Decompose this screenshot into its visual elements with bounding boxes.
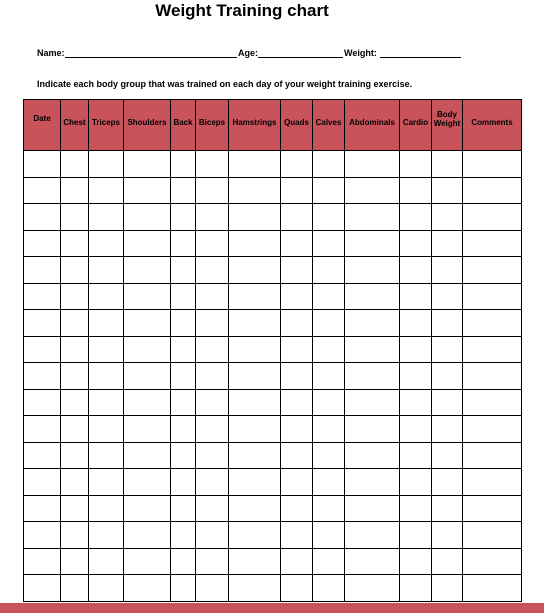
table-cell-cardio[interactable] <box>400 442 432 469</box>
table-cell-cardio[interactable] <box>400 522 432 549</box>
table-cell-cardio[interactable] <box>400 283 432 310</box>
table-cell-shoulders[interactable] <box>124 469 171 496</box>
table-cell-triceps[interactable] <box>89 230 124 257</box>
table-cell-quads[interactable] <box>281 336 313 363</box>
table-cell-shoulders[interactable] <box>124 389 171 416</box>
table-cell-body-weight[interactable] <box>432 363 463 390</box>
table-cell-quads[interactable] <box>281 389 313 416</box>
table-cell-triceps[interactable] <box>89 548 124 575</box>
table-cell-date[interactable] <box>24 204 61 231</box>
table-row <box>24 336 522 363</box>
table-cell-biceps[interactable] <box>196 177 229 204</box>
table-cell-comments[interactable] <box>463 310 522 337</box>
table-cell-cardio[interactable] <box>400 151 432 178</box>
page-title: Weight Training chart <box>155 1 329 20</box>
table-cell-triceps[interactable] <box>89 416 124 443</box>
table-cell-cardio[interactable] <box>400 177 432 204</box>
table-cell-comments[interactable] <box>463 548 522 575</box>
table-cell-quads[interactable] <box>281 575 313 602</box>
table-cell-shoulders[interactable] <box>124 522 171 549</box>
table-cell-date[interactable] <box>24 469 61 496</box>
table-cell-body-weight[interactable] <box>432 575 463 602</box>
table-cell-calves[interactable] <box>313 363 345 390</box>
table-cell-date[interactable] <box>24 522 61 549</box>
table-cell-back[interactable] <box>171 283 196 310</box>
table-cell-biceps[interactable] <box>196 204 229 231</box>
table-cell-abdominals[interactable] <box>345 177 400 204</box>
table-cell-shoulders[interactable] <box>124 204 171 231</box>
table-cell-hamstrings[interactable] <box>229 177 281 204</box>
table-cell-shoulders[interactable] <box>124 310 171 337</box>
table-row <box>24 177 522 204</box>
table-header-row <box>24 100 522 151</box>
table-cell-chest[interactable] <box>61 548 89 575</box>
table-cell-shoulders[interactable] <box>124 442 171 469</box>
table-cell-abdominals[interactable] <box>345 469 400 496</box>
table-cell-body-weight[interactable] <box>432 336 463 363</box>
table-cell-body-weight[interactable] <box>432 495 463 522</box>
table-cell-hamstrings[interactable] <box>229 389 281 416</box>
table-cell-date[interactable] <box>24 442 61 469</box>
table-cell-abdominals[interactable] <box>345 257 400 284</box>
table-cell-chest[interactable] <box>61 575 89 602</box>
column-header-biceps: Biceps <box>196 100 229 151</box>
age-label: Age: <box>238 48 258 58</box>
table-cell-comments[interactable] <box>463 230 522 257</box>
column-header-triceps: Triceps <box>89 100 124 151</box>
training-table <box>23 99 522 602</box>
table-cell-calves[interactable] <box>313 204 345 231</box>
table-cell-date[interactable] <box>24 389 61 416</box>
table-cell-chest[interactable] <box>61 283 89 310</box>
table-cell-chest[interactable] <box>61 389 89 416</box>
table-cell-abdominals[interactable] <box>345 495 400 522</box>
table-cell-cardio[interactable] <box>400 575 432 602</box>
table-cell-abdominals[interactable] <box>345 204 400 231</box>
weight-label: Weight: <box>344 48 377 58</box>
column-header-comments: Comments <box>463 100 522 151</box>
table-cell-hamstrings[interactable] <box>229 575 281 602</box>
table-cell-biceps[interactable] <box>196 416 229 443</box>
table-cell-triceps[interactable] <box>89 442 124 469</box>
table-cell-chest[interactable] <box>61 522 89 549</box>
table-cell-comments[interactable] <box>463 469 522 496</box>
table-cell-quads[interactable] <box>281 177 313 204</box>
table-cell-date[interactable] <box>24 177 61 204</box>
table-cell-back[interactable] <box>171 416 196 443</box>
table-cell-comments[interactable] <box>463 416 522 443</box>
table-cell-back[interactable] <box>171 310 196 337</box>
table-cell-triceps[interactable] <box>89 495 124 522</box>
table-cell-cardio[interactable] <box>400 336 432 363</box>
table-cell-biceps[interactable] <box>196 442 229 469</box>
table-row <box>24 575 522 602</box>
table-cell-shoulders[interactable] <box>124 257 171 284</box>
table-cell-biceps[interactable] <box>196 495 229 522</box>
column-header-date: Date <box>24 100 61 151</box>
table-cell-calves[interactable] <box>313 257 345 284</box>
table-cell-cardio[interactable] <box>400 548 432 575</box>
table-cell-calves[interactable] <box>313 151 345 178</box>
table-cell-quads[interactable] <box>281 495 313 522</box>
table-cell-chest[interactable] <box>61 257 89 284</box>
table-cell-triceps[interactable] <box>89 363 124 390</box>
column-header-cardio: Cardio <box>400 100 432 151</box>
table-row <box>24 416 522 443</box>
table-cell-comments[interactable] <box>463 442 522 469</box>
table-cell-date[interactable] <box>24 283 61 310</box>
table-cell-calves[interactable] <box>313 389 345 416</box>
table-cell-triceps[interactable] <box>89 310 124 337</box>
table-cell-shoulders[interactable] <box>124 151 171 178</box>
table-row <box>24 495 522 522</box>
table-cell-cardio[interactable] <box>400 389 432 416</box>
table-cell-back[interactable] <box>171 442 196 469</box>
table-cell-quads[interactable] <box>281 416 313 443</box>
table-cell-comments[interactable] <box>463 283 522 310</box>
table-cell-abdominals[interactable] <box>345 363 400 390</box>
table-cell-abdominals[interactable] <box>345 151 400 178</box>
table-cell-comments[interactable] <box>463 522 522 549</box>
table-cell-date[interactable] <box>24 363 61 390</box>
table-cell-biceps[interactable] <box>196 310 229 337</box>
table-cell-hamstrings[interactable] <box>229 283 281 310</box>
table-cell-abdominals[interactable] <box>345 548 400 575</box>
table-cell-biceps[interactable] <box>196 230 229 257</box>
table-cell-date[interactable] <box>24 230 61 257</box>
name-label: Name: <box>37 48 65 58</box>
table-cell-chest[interactable] <box>61 416 89 443</box>
table-cell-abdominals[interactable] <box>345 389 400 416</box>
table-row <box>24 389 522 416</box>
table-cell-shoulders[interactable] <box>124 548 171 575</box>
table-cell-body-weight[interactable] <box>432 151 463 178</box>
table-cell-back[interactable] <box>171 204 196 231</box>
table-cell-abdominals[interactable] <box>345 416 400 443</box>
table-cell-body-weight[interactable] <box>432 442 463 469</box>
table-cell-date[interactable] <box>24 495 61 522</box>
table-cell-comments[interactable] <box>463 177 522 204</box>
table-cell-comments[interactable] <box>463 495 522 522</box>
table-cell-shoulders[interactable] <box>124 363 171 390</box>
table-row <box>24 151 522 178</box>
table-row <box>24 204 522 231</box>
table-cell-date[interactable] <box>24 310 61 337</box>
table-cell-triceps[interactable] <box>89 336 124 363</box>
table-cell-hamstrings[interactable] <box>229 257 281 284</box>
table-cell-cardio[interactable] <box>400 230 432 257</box>
table-cell-body-weight[interactable] <box>432 230 463 257</box>
table-cell-hamstrings[interactable] <box>229 442 281 469</box>
table-cell-body-weight[interactable] <box>432 204 463 231</box>
table-body <box>24 151 522 602</box>
table-cell-cardio[interactable] <box>400 416 432 443</box>
table-cell-calves[interactable] <box>313 177 345 204</box>
table-cell-hamstrings[interactable] <box>229 495 281 522</box>
table-cell-back[interactable] <box>171 522 196 549</box>
table-cell-hamstrings[interactable] <box>229 548 281 575</box>
table-cell-hamstrings[interactable] <box>229 363 281 390</box>
table-cell-biceps[interactable] <box>196 257 229 284</box>
table-cell-date[interactable] <box>24 336 61 363</box>
footer-bar <box>0 603 544 613</box>
table-cell-calves[interactable] <box>313 336 345 363</box>
table-cell-calves[interactable] <box>313 416 345 443</box>
name-field[interactable] <box>65 57 237 58</box>
table-cell-triceps[interactable] <box>89 389 124 416</box>
table-cell-body-weight[interactable] <box>432 548 463 575</box>
table-cell-triceps[interactable] <box>89 469 124 496</box>
table-cell-back[interactable] <box>171 495 196 522</box>
table-cell-body-weight[interactable] <box>432 389 463 416</box>
table-cell-back[interactable] <box>171 257 196 284</box>
column-header-hamstrings: Hamstrings <box>229 100 281 151</box>
table-cell-triceps[interactable] <box>89 575 124 602</box>
table-cell-date[interactable] <box>24 548 61 575</box>
table-cell-triceps[interactable] <box>89 283 124 310</box>
table-cell-back[interactable] <box>171 548 196 575</box>
table-cell-triceps[interactable] <box>89 522 124 549</box>
table-cell-quads[interactable] <box>281 310 313 337</box>
table-row <box>24 522 522 549</box>
table-cell-chest[interactable] <box>61 204 89 231</box>
column-header-body-weight: Body Weight <box>432 100 463 151</box>
table-cell-hamstrings[interactable] <box>229 416 281 443</box>
table-cell-hamstrings[interactable] <box>229 522 281 549</box>
table-cell-cardio[interactable] <box>400 257 432 284</box>
table-cell-body-weight[interactable] <box>432 177 463 204</box>
table-cell-calves[interactable] <box>313 283 345 310</box>
table-cell-comments[interactable] <box>463 363 522 390</box>
table-row <box>24 283 522 310</box>
table-cell-body-weight[interactable] <box>432 257 463 284</box>
table-cell-quads[interactable] <box>281 230 313 257</box>
table-cell-date[interactable] <box>24 257 61 284</box>
age-field[interactable] <box>258 57 343 58</box>
table-cell-calves[interactable] <box>313 442 345 469</box>
table-row <box>24 230 522 257</box>
table-cell-biceps[interactable] <box>196 151 229 178</box>
table-cell-calves[interactable] <box>313 522 345 549</box>
table-cell-date[interactable] <box>24 416 61 443</box>
column-header-calves: Calves <box>313 100 345 151</box>
column-header-abdominals: Abdominals <box>345 100 400 151</box>
table-cell-hamstrings[interactable] <box>229 310 281 337</box>
table-cell-biceps[interactable] <box>196 469 229 496</box>
table-cell-body-weight[interactable] <box>432 416 463 443</box>
table-cell-abdominals[interactable] <box>345 442 400 469</box>
table-cell-shoulders[interactable] <box>124 336 171 363</box>
table-cell-biceps[interactable] <box>196 548 229 575</box>
table-cell-comments[interactable] <box>463 204 522 231</box>
table-cell-chest[interactable] <box>61 310 89 337</box>
table-cell-back[interactable] <box>171 389 196 416</box>
table-cell-calves[interactable] <box>313 310 345 337</box>
table-cell-chest[interactable] <box>61 151 89 178</box>
table-cell-quads[interactable] <box>281 257 313 284</box>
table-cell-abdominals[interactable] <box>345 283 400 310</box>
instructions-text: Indicate each body group that was trained on each day of your weight training exercise. <box>37 79 413 89</box>
table-cell-quads[interactable] <box>281 283 313 310</box>
table-cell-hamstrings[interactable] <box>229 204 281 231</box>
table-cell-back[interactable] <box>171 177 196 204</box>
table-cell-chest[interactable] <box>61 336 89 363</box>
table-cell-quads[interactable] <box>281 469 313 496</box>
table-cell-triceps[interactable] <box>89 151 124 178</box>
table-cell-hamstrings[interactable] <box>229 469 281 496</box>
table-cell-back[interactable] <box>171 151 196 178</box>
table-cell-comments[interactable] <box>463 257 522 284</box>
table-cell-biceps[interactable] <box>196 363 229 390</box>
table-cell-quads[interactable] <box>281 363 313 390</box>
table-cell-hamstrings[interactable] <box>229 151 281 178</box>
column-header-chest: Chest <box>61 100 89 151</box>
table-cell-hamstrings[interactable] <box>229 336 281 363</box>
table-cell-chest[interactable] <box>61 363 89 390</box>
table-cell-quads[interactable] <box>281 548 313 575</box>
table-cell-back[interactable] <box>171 469 196 496</box>
table-cell-triceps[interactable] <box>89 204 124 231</box>
table-cell-comments[interactable] <box>463 336 522 363</box>
weight-field[interactable] <box>380 57 461 58</box>
table-cell-shoulders[interactable] <box>124 230 171 257</box>
table-cell-biceps[interactable] <box>196 283 229 310</box>
table-cell-hamstrings[interactable] <box>229 230 281 257</box>
column-header-back: Back <box>171 100 196 151</box>
table-cell-body-weight[interactable] <box>432 283 463 310</box>
table-cell-shoulders[interactable] <box>124 416 171 443</box>
table-cell-triceps[interactable] <box>89 257 124 284</box>
table-cell-quads[interactable] <box>281 522 313 549</box>
table-cell-quads[interactable] <box>281 151 313 178</box>
table-cell-chest[interactable] <box>61 177 89 204</box>
table-row <box>24 310 522 337</box>
table-cell-date[interactable] <box>24 575 61 602</box>
table-cell-biceps[interactable] <box>196 336 229 363</box>
table-cell-back[interactable] <box>171 230 196 257</box>
table-cell-back[interactable] <box>171 575 196 602</box>
table-cell-back[interactable] <box>171 336 196 363</box>
table-cell-quads[interactable] <box>281 204 313 231</box>
table-cell-chest[interactable] <box>61 442 89 469</box>
table-cell-comments[interactable] <box>463 575 522 602</box>
table-cell-abdominals[interactable] <box>345 522 400 549</box>
table-cell-calves[interactable] <box>313 575 345 602</box>
table-cell-chest[interactable] <box>61 495 89 522</box>
table-row <box>24 469 522 496</box>
table-cell-abdominals[interactable] <box>345 575 400 602</box>
table-cell-abdominals[interactable] <box>345 230 400 257</box>
table-cell-shoulders[interactable] <box>124 495 171 522</box>
table-cell-abdominals[interactable] <box>345 336 400 363</box>
table-cell-shoulders[interactable] <box>124 283 171 310</box>
table-cell-cardio[interactable] <box>400 310 432 337</box>
column-header-shoulders: Shoulders <box>124 100 171 151</box>
table-row <box>24 548 522 575</box>
table-cell-comments[interactable] <box>463 389 522 416</box>
table-cell-calves[interactable] <box>313 548 345 575</box>
table-cell-chest[interactable] <box>61 469 89 496</box>
table-cell-chest[interactable] <box>61 230 89 257</box>
table-cell-body-weight[interactable] <box>432 469 463 496</box>
table-cell-triceps[interactable] <box>89 177 124 204</box>
table-cell-body-weight[interactable] <box>432 310 463 337</box>
table-cell-shoulders[interactable] <box>124 575 171 602</box>
table-row <box>24 442 522 469</box>
column-header-quads: Quads <box>281 100 313 151</box>
table-cell-abdominals[interactable] <box>345 310 400 337</box>
table-cell-calves[interactable] <box>313 230 345 257</box>
table-cell-cardio[interactable] <box>400 204 432 231</box>
table-cell-date[interactable] <box>24 151 61 178</box>
table-cell-quads[interactable] <box>281 442 313 469</box>
table-cell-body-weight[interactable] <box>432 522 463 549</box>
table-cell-back[interactable] <box>171 363 196 390</box>
table-cell-biceps[interactable] <box>196 522 229 549</box>
table-cell-cardio[interactable] <box>400 363 432 390</box>
table-cell-biceps[interactable] <box>196 389 229 416</box>
table-cell-biceps[interactable] <box>196 575 229 602</box>
table-cell-comments[interactable] <box>463 151 522 178</box>
table-cell-cardio[interactable] <box>400 495 432 522</box>
table-cell-calves[interactable] <box>313 495 345 522</box>
table-cell-cardio[interactable] <box>400 469 432 496</box>
table-cell-shoulders[interactable] <box>124 177 171 204</box>
table-cell-calves[interactable] <box>313 469 345 496</box>
table-row <box>24 363 522 390</box>
table-row <box>24 257 522 284</box>
